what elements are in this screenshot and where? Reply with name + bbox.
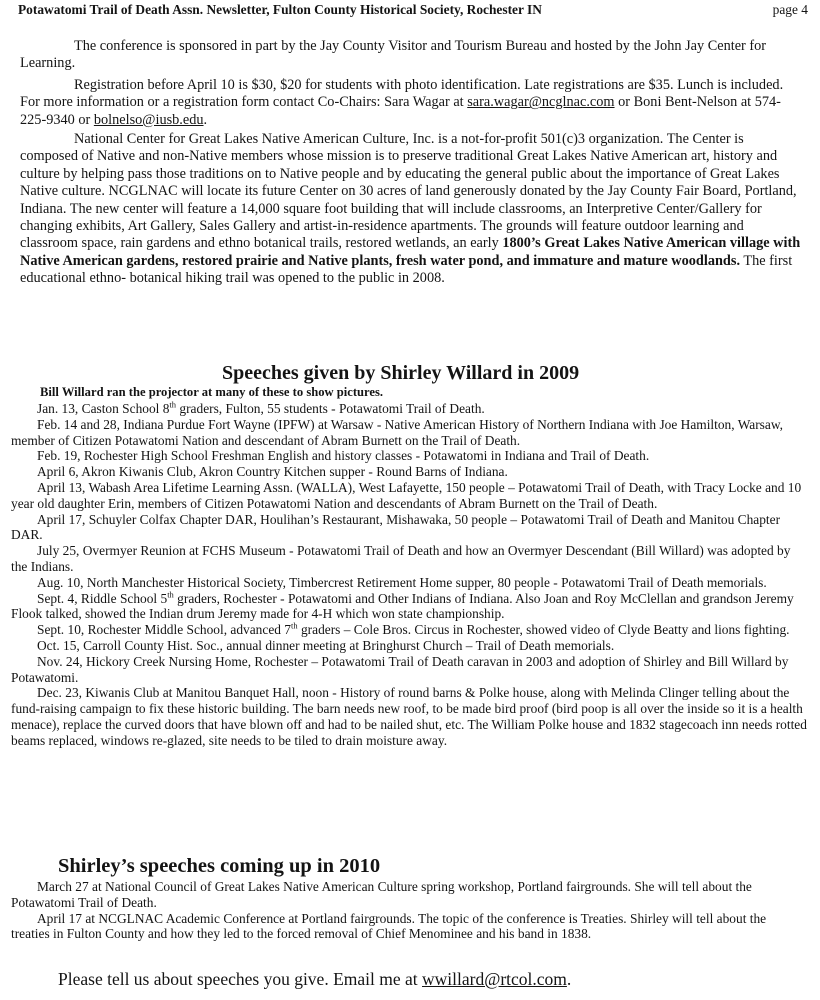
speech-2009-item: Feb. 14 and 28, Indiana Purdue Fort Wayne (IPFW) at Warsaw - Native American History of Northern Indiana with Joe Hamilton, Warsaw, member of Citizen Potawatomi Nation and descendant of Abram Burnett on the Trail of Death.	[11, 416, 783, 448]
speech-2009-item: Oct. 15, Carroll County Hist. Soc., annual dinner meeting at Bringhurst Church – Trail of Death memorials.	[37, 637, 615, 653]
footer-end: .	[566, 969, 572, 989]
speeches-2009-list	[11, 401, 807, 749]
footer-text: Please tell us about speeches you give. Email me at	[58, 969, 422, 989]
speech-2009-item: Aug. 10, North Manchester Historical Society, Timbercrest Retirement Home supper, 80 people - Potawatomi Trail of Death memorials.	[37, 574, 767, 590]
speech-2009-item: July 25, Overmyer Reunion at FCHS Museum - Potawatomi Trail of Death and how an Overmyer Descendant (Bill Willard) was adopted by the Indians.	[11, 543, 791, 574]
willard-email-link[interactable]: wwillard@rtcol.com	[422, 969, 567, 989]
sponsor-text: The conference is sponsored in part by the Jay County Visitor and Tourism Bureau and hosted by the John Jay Center for Learning.	[20, 38, 767, 72]
speeches-2010-heading: Shirley’s speeches coming up in 2010	[58, 855, 381, 877]
footer-request	[58, 968, 571, 990]
registration-contact-text: or Boni Bent-Nelson at 574-225-9340 or	[20, 94, 781, 128]
speech-2010-item: March 27 at National Council of Great Lakes Native American Culture spring workshop, Portland fairgrounds. She will tell about the Potawatomi Trail of Death.	[11, 879, 752, 910]
speech-2009-item: April 6, Akron Kiwanis Club, Akron Country Kitchen supper - Round Barns of Indiana.	[37, 464, 508, 480]
speeches-2010-list	[11, 879, 807, 942]
page-number: page 4	[772, 2, 808, 17]
speech-2009-item: April 13, Wabash Area Lifetime Learning Assn. (WALLA), West Lafayette, 150 people – Potawatomi Trail of Death, with Tracy Locke and 10 year old daughter Erin, members of Citizen Potawatomi Nation and descendants of Abram Burnett on the Trail of Death.	[11, 479, 802, 511]
speech-2009-item: Sept. 10, Rochester Middle School, advanced 7th graders – Cole Bros. Circus in Rochester, showed video of Clyde Beatty and lions fighting.	[37, 620, 790, 638]
sara-wagar-email-link[interactable]: sara.wagar@ncglnac.com	[467, 94, 615, 111]
registration-end: .	[203, 111, 208, 128]
speech-2009-item: April 17, Schuyler Colfax Chapter DAR, Houlihan’s Restaurant, Mishawaka, 50 people – Potawatomi Trail of Death and Manitou Chapter DAR.	[11, 511, 781, 543]
speech-2009-item: Feb. 19, Rochester High School Freshman English and history classes - Potawatomi in Indiana and Trail of Death.	[37, 448, 650, 464]
speeches-2009-heading: Speeches given by Shirley Willard in 2009	[222, 362, 580, 384]
speech-2009-item: Nov. 24, Hickory Creek Nursing Home, Rochester – Potawatomi Trail of Death caravan in 2003 and adoption of Shirley and Bill Willard by Potawatomi.	[11, 653, 789, 685]
registration-text: Registration before April 10 is $30, $20 for students with photo identification. Late registrations are $35. Lunch is included. For more information or a registration form contact Co-Chairs: Sara Wagar at	[20, 77, 784, 111]
ncglnac-end-text: The first educational ethno- botanical hiking trail was opened to the public in 2008.	[20, 252, 793, 287]
speech-2009-item: Dec. 23, Kiwanis Club at Manitou Banquet Hall, noon - History of round barns & Polke house, along with Melinda Clinger telling about the fund-raising campaign to fix these historic building. The barn needs new roof, to be made bird proof (bird poop is all over the inside so it is a health menace), replace the curved doors that have blown off and had to be nailed shut, etc. The William Polke house and 1832 stagecoach inn needs rotted beams replaced, windows re-glazed, site needs to be tiled to drain moisture away.	[11, 685, 807, 748]
newsletter-header	[18, 2, 808, 22]
boni-bent-nelson-email-link[interactable]: bolnelso@iusb.edu	[93, 111, 204, 128]
ncglnac-paragraph	[20, 131, 804, 288]
registration-paragraph	[20, 77, 804, 129]
speech-2010-item: April 17 at NCGLNAC Academic Conference at Portland fairgrounds. The topic of the conference is Treaties. Shirley will tell about the treaties in Fulton County and how they led to the forced removal of Chief Menominee and his band in 1838.	[11, 910, 767, 942]
conference-sponsor-paragraph	[20, 38, 804, 73]
ncglnac-bold-text: 1800’s Great Lakes Native American village with Native American gardens, restored prairie and Native plants, fresh water pond, and immature and mature woodlands.	[20, 235, 801, 269]
ncglnac-text: National Center for Great Lakes Native American Culture, Inc. is a not-for-profit 501(c)3 organization. The Center is composed of Native and non-Native members whose mission is to preserve traditional Great Lakes Native American art, history and culture by helping pass those traditions on to Native people and by educating the general public about the importance of Great Lakes Native culture. NCGLNAC will locate its future Center on 30 acres of land generously donated by the Jay County Fair Board, Portland, Indiana. The new center will feature a 14,000 square foot building that will include classrooms, an Interpretive Center/Gallery for changing exhibits, Art Gallery, Sales Gallery and artist-in-residence apartments. The grounds will feature outdoor learning and classroom space, rain gardens and ethno botanical trails, restored wetlands, an early	[20, 131, 797, 252]
newsletter-title: Potawatomi Trail of Death Assn. Newsletter, Fulton County Historical Society, Rochester IN	[18, 2, 542, 17]
speech-2009-item: Sept. 4, Riddle School 5th graders, Rochester - Potawatomi and Other Indians of Indiana. Also Joan and Roy McClellan and grandson Jeremy Flook talked, showed the Indian drum Jeremy made for 4-H which won state championship.	[11, 589, 794, 622]
projector-note: Bill Willard ran the projector at many of these to show pictures.	[40, 385, 384, 399]
speech-2009-item: Jan. 13, Caston School 8th graders, Fulton, 55 students - Potawatomi Trail of Death.	[37, 399, 485, 416]
